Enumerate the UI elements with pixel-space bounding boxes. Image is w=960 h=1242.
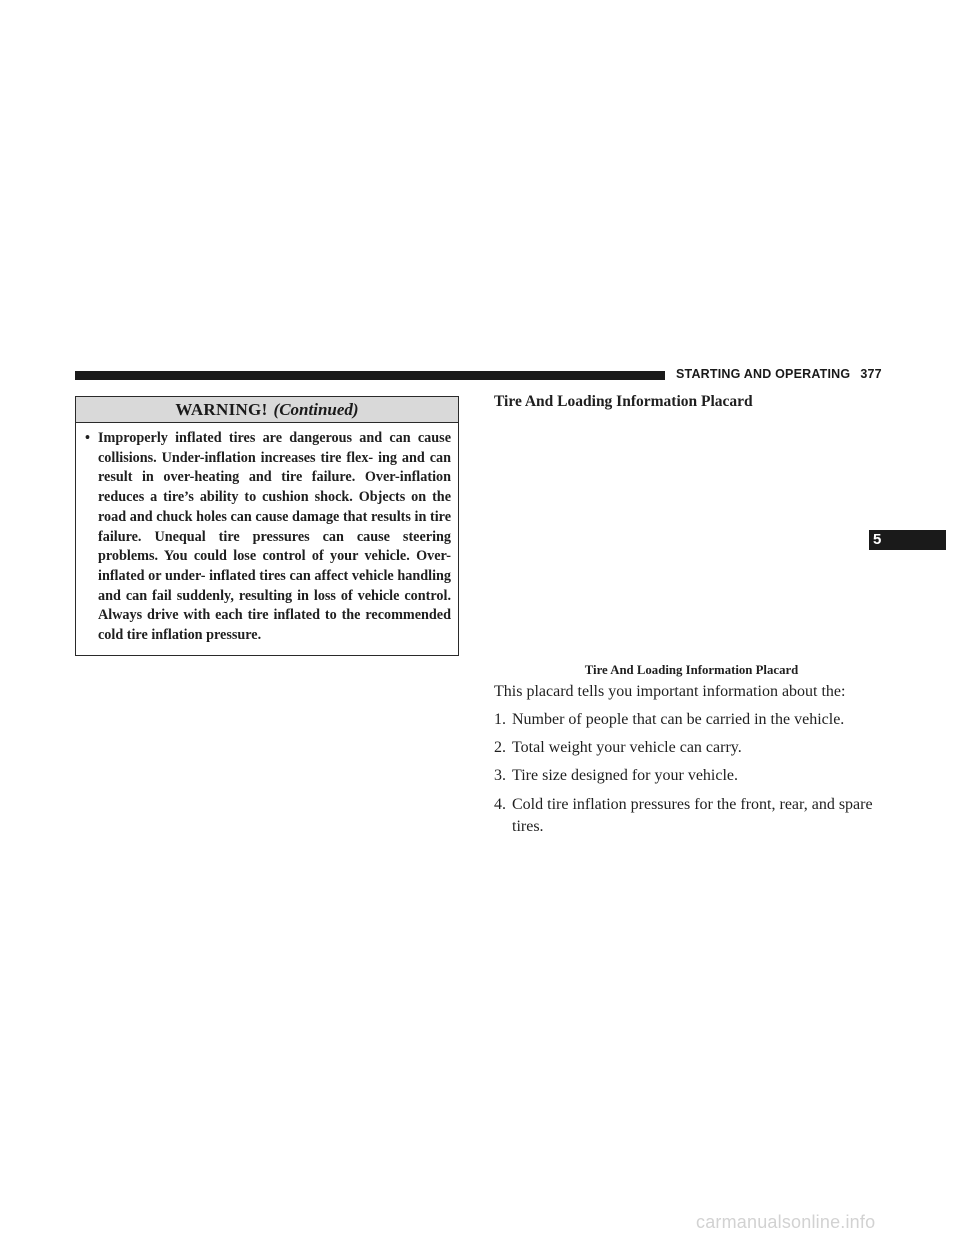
- list-item-number: 1.: [494, 711, 506, 728]
- list-item-text: Tire size designed for your vehicle.: [512, 767, 739, 784]
- watermark: carmanualsonline.info: [696, 1212, 876, 1232]
- header-rule: [75, 371, 665, 380]
- warning-continued: (Continued): [273, 400, 359, 419]
- warning-title-bar: [76, 397, 458, 423]
- page-number: 377: [860, 367, 882, 381]
- warning-text: Improperly inflated tires are dangerous and can cause collisions. Under-inflation increases tire flex- ing and can result in over-heating and tire failure. Over-inflation reduces a tire’s ability to cushion shock. Objects on the road and chuck holes can cause damage that results in tire failure. Unequal tire pressures can cause steering problems. You could lose control of your vehicle. Over-inflated or under- inflated tires can affect vehicle handling and can fail suddenly, resulting in loss of vehicle control. Always drive with each tire inflated to the recommended cold tire inflation pressure.: [98, 430, 451, 644]
- list-item-number: 4.: [494, 796, 506, 813]
- warning-body: [76, 423, 458, 646]
- figure-caption: Tire And Loading Information Placard: [584, 663, 799, 677]
- list-item: [494, 794, 889, 838]
- section-title: STARTING AND OPERATING: [676, 367, 851, 381]
- list-item: [494, 709, 889, 731]
- list-item-number: 3.: [494, 767, 506, 784]
- list-item-text: Number of people that can be carried in the vehicle.: [512, 711, 845, 728]
- list-item-text: Cold tire inflation pressures for the front, rear, and spare: [512, 796, 873, 813]
- placard-image: [494, 420, 889, 652]
- list-item: [494, 737, 889, 759]
- bullet: •: [85, 430, 90, 446]
- warning-box: [75, 396, 459, 656]
- list-item-text-continued: tires.: [512, 818, 544, 835]
- running-header: [676, 367, 896, 381]
- list-item: [494, 765, 889, 787]
- list-item-text: Total weight your vehicle can carry.: [512, 739, 742, 756]
- warning-title: WARNING!: [175, 400, 268, 419]
- chapter-tab: 5: [869, 530, 946, 550]
- section-heading: Tire And Loading Information Placard: [494, 393, 753, 410]
- list-item-number: 2.: [494, 739, 506, 756]
- intro-paragraph: This placard tells you important information about the:: [494, 683, 846, 700]
